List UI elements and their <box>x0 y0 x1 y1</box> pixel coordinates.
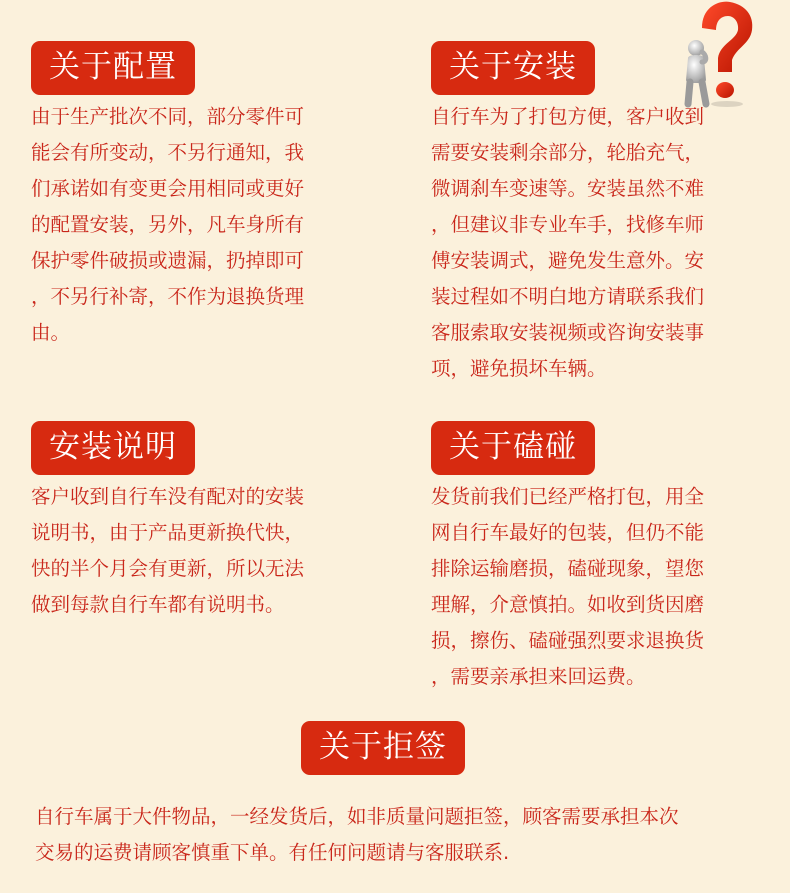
install-body-text: 自行车为了打包方便，客户收到 需要安装剩余部分，轮胎充气， 微调刹车变速等。安装虽然不难 ，但建议非专业车手，找修车师 傅安装调式，避免发生意外。安 装过程如不明白地方请联系我们 客服索取安装视频或咨询安装事 项，避免损坏车辆。 <box>431 105 705 380</box>
section-config <box>31 41 341 351</box>
reject-title-badge: 关于拒签 <box>301 721 465 775</box>
manual-body-text: 客户收到自行车没有配对的安装 说明书，由于产品更新换代快， 快的半个月会有更新，所以无法 做到每款自行车都有说明书。 <box>31 485 305 616</box>
config-body-text: 由于生产批次不同，部分零件可 能会有所变动，不另行通知，我 们承诺如有变更会用相同或更好 的配置安装，另外，凡车身所有 保护零件破损或遗漏，扔掉即可 ，不另行补寄，不作为退换货理 由。 <box>31 105 305 344</box>
section-reject-body <box>35 799 775 871</box>
section-bump <box>431 421 741 695</box>
question-mark-thinking-figure-icon <box>672 0 762 110</box>
bump-title-badge: 关于磕碰 <box>431 421 595 475</box>
config-title-badge: 关于配置 <box>31 41 195 95</box>
reject-body-text: 自行车属于大件物品，一经发货后，如非质量问题拒签，顾客需要承担本次 交易的运费请顾客慎重下单。有任何问题请与客服联系. <box>35 805 679 864</box>
install-title-badge: 关于安装 <box>431 41 595 95</box>
manual-title-badge: 安装说明 <box>31 421 195 475</box>
section-manual <box>31 421 341 623</box>
section-reject-header <box>301 721 465 775</box>
bump-body-text: 发货前我们已经严格打包，用全 网自行车最好的包装，但仍不能 排除运输磨损，磕碰现象，望您 理解，介意慎拍。如收到货因磨 损，擦伤、磕碰强烈要求退换货 ，需要亲承担来回运费。 <box>431 485 705 688</box>
